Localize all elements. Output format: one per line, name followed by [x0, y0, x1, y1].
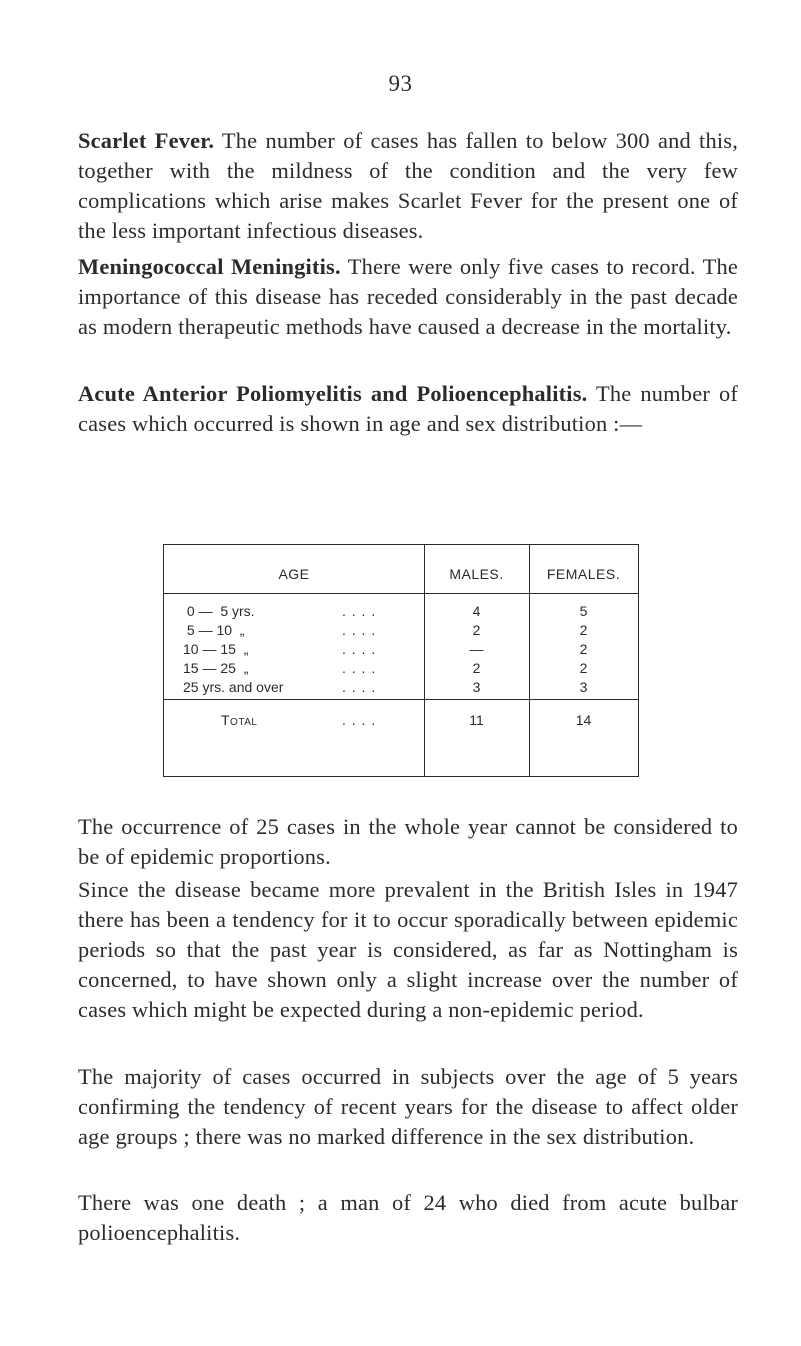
leader-dots: . . . . [342, 622, 377, 638]
occurrence-paragraph: The occurrence of 25 cases in the whole year cannot be considered to be of epidemic proportions. [78, 814, 738, 869]
total-males: 11 [469, 712, 484, 728]
page-number: 93 [388, 71, 413, 96]
total-females: 14 [575, 712, 592, 728]
table-row [164, 660, 638, 679]
females-cell: 2 [579, 641, 588, 657]
age-cell: 15 — 25 „ [183, 660, 249, 676]
header-rule [164, 593, 638, 594]
meningitis-heading: Meningococcal Meningitis. [78, 254, 341, 279]
males-cell: — [469, 641, 484, 657]
leader-dots: . . . . [342, 660, 377, 676]
females-cell: 5 [579, 603, 588, 619]
meningitis-paragraph [78, 252, 738, 342]
total-label: Total [221, 712, 258, 728]
header-females: FEMALES. [546, 566, 621, 582]
females-cell: 2 [579, 622, 588, 638]
table-row [164, 622, 638, 641]
age-sex-table [163, 544, 639, 777]
leader-dots: . . . . [342, 712, 377, 728]
polio-heading: Acute Anterior Poliomyelitis and Polioencephalitis. [78, 381, 588, 406]
males-cell: 4 [472, 603, 481, 619]
males-cell: 2 [472, 622, 481, 638]
age-cell: 10 — 15 „ [183, 641, 249, 657]
age-cell: 5 — 10 „ [183, 622, 245, 638]
total-rule [164, 699, 638, 700]
age-cell: 25 yrs. and over [183, 679, 284, 695]
scarlet-fever-heading: Scarlet Fever. [78, 128, 215, 153]
header-males: MALES. [449, 566, 504, 582]
meningitis-text: There were only five cases to record. The importance of this disease has receded considerably in the past decade as modern therapeutic methods have caused a decrease in the mortality. [78, 254, 738, 339]
leader-dots: . . . . [342, 679, 377, 695]
age-cell: 0 — 5 yrs. [183, 603, 255, 619]
table-row [164, 603, 638, 622]
scarlet-fever-text: The number of cases has fallen to below 300 and this, together with the mildness of the condition and the very few complications which arise makes Scarlet Fever for the present one of the less important infectious diseases. [78, 128, 739, 243]
females-cell: 3 [579, 679, 588, 695]
scarlet-fever-paragraph [78, 126, 738, 246]
females-cell: 2 [579, 660, 588, 676]
prevalence-paragraph: Since the disease became more prevalent in the British Isles in 1947 there has been a tendency for it to occur sporadically between epidemic periods so that the past year is considered, as far as Nottingham is concerned, to have shown only a slight increase over the number of cases which might be expected during a non-epidemic period. [78, 877, 738, 1022]
polio-paragraph [78, 379, 738, 439]
polio-text: The number of cases which occurred is shown in age and sex distribution :— [78, 381, 739, 436]
age-groups-paragraph: The majority of cases occurred in subjects over the age of 5 years confirming the tendency of recent years for the disease to affect older age groups ; there was no marked difference in the sex distribution. [78, 1064, 738, 1149]
table-row [164, 679, 638, 698]
males-cell: 2 [472, 660, 481, 676]
table-row [164, 641, 638, 660]
males-cell: 3 [472, 679, 481, 695]
leader-dots: . . . . [342, 603, 377, 619]
header-age: AGE [278, 566, 310, 582]
leader-dots: . . . . [342, 641, 377, 657]
death-paragraph: There was one death ; a man of 24 who died from acute bulbar polioencephalitis. [78, 1190, 738, 1245]
